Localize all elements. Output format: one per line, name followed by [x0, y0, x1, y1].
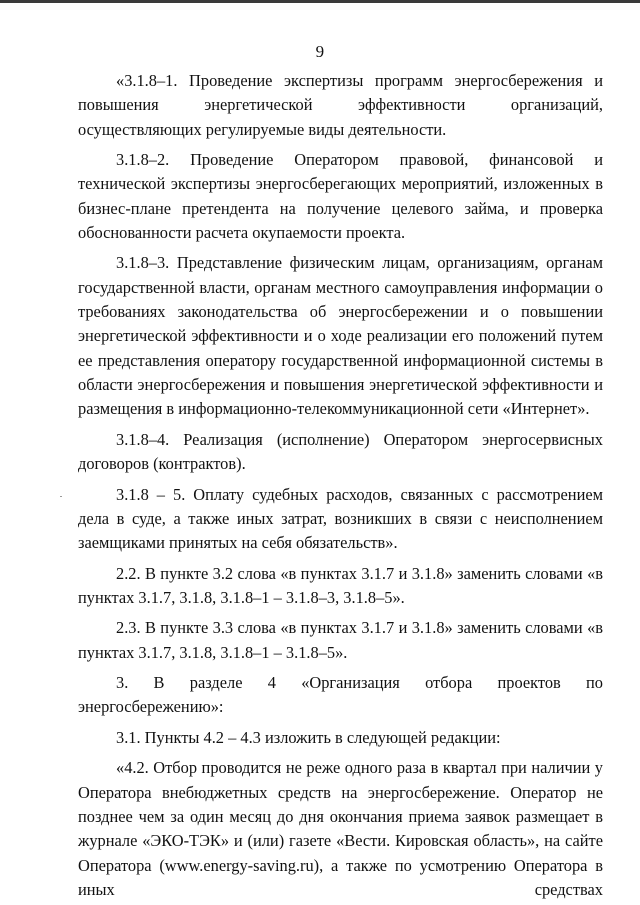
paragraph-3-1: 3.1. Пункты 4.2 – 4.3 изложить в следующей редакции:: [116, 727, 501, 747]
paragraph-4-2: «4.2. Отбор проводится не реже одного раза в квартал при наличии у Оператора внебюджетных средств на энергосбережение. Оператор не позднее чем за один месяц до дня окончания приема заявок размещает в журнале «ЭКО-ТЭК» и (или) газете «Вести. Кировская область», на сайте Оператора (www.energy-saving.ru), а также по усмотрению Оператора в иных средствах: [78, 758, 603, 899]
paragraph-2-3: 2.3. В пункте 3.3 слова «в пунктах 3.1.7 и 3.1.8» заменить словами «в пунктах 3.1.7, 3.1.8, 3.1.8–1 – 3.1.8–5».: [78, 618, 603, 662]
paragraph-3-1-8-4: 3.1.8–4. Реализация (исполнение) Оператором энергосервисных договоров (контрактов).: [78, 429, 603, 474]
paragraph-2-2: 2.2. В пункте 3.2 слова «в пунктах 3.1.7 и 3.1.8» заменить словами «в пунктах 3.1.7, 3.1.8, 3.1.8–1 – 3.1.8–3, 3.1.8–5».: [78, 563, 603, 607]
page-number: 9: [315, 42, 325, 61]
paragraph-3-1-8-3: 3.1.8–3. Представление физическим лицам, организациям, органам государственной власти, органам местного самоуправления информации о требованиях законодательства об энергосбережении и о повышении энергетической эффективности и о ходе реализации его положений путем ее представления оператору государственной информационной системы в области энергосбережения и повышения энергетической эффективности и размещения в информационно-телекоммуникационной сети «Интернет».: [78, 253, 603, 419]
scan-speck: [60, 496, 62, 497]
paragraph-3: 3. В разделе 4 «Организация отбора проектов по энергосбережению»:: [78, 673, 603, 717]
paragraph-3-1-8-1: «3.1.8–1. Проведение экспертизы программ энергосбережения и повышения энергетической эффективности организаций, осуществляющих регулируемые виды деятельности.: [78, 71, 603, 139]
document-body: [78, 69, 603, 902]
paragraph-3-1-8-2: 3.1.8–2. Проведение Оператором правовой, финансовой и технической экспертизы энергосберегающих мероприятий, изложенных в бизнес-плане претендента на получение целевого займа, и проверка обоснованности расчета окупаемости проекта.: [78, 150, 603, 242]
top-border-line: [0, 0, 640, 3]
paragraph-3-1-8-5: 3.1.8 – 5. Оплату судебных расходов, связанных с рассмотрением дела в суде, а также иных затрат, возникших в связи с неисполнением заемщиками принятых на себя обязательств».: [78, 484, 603, 553]
